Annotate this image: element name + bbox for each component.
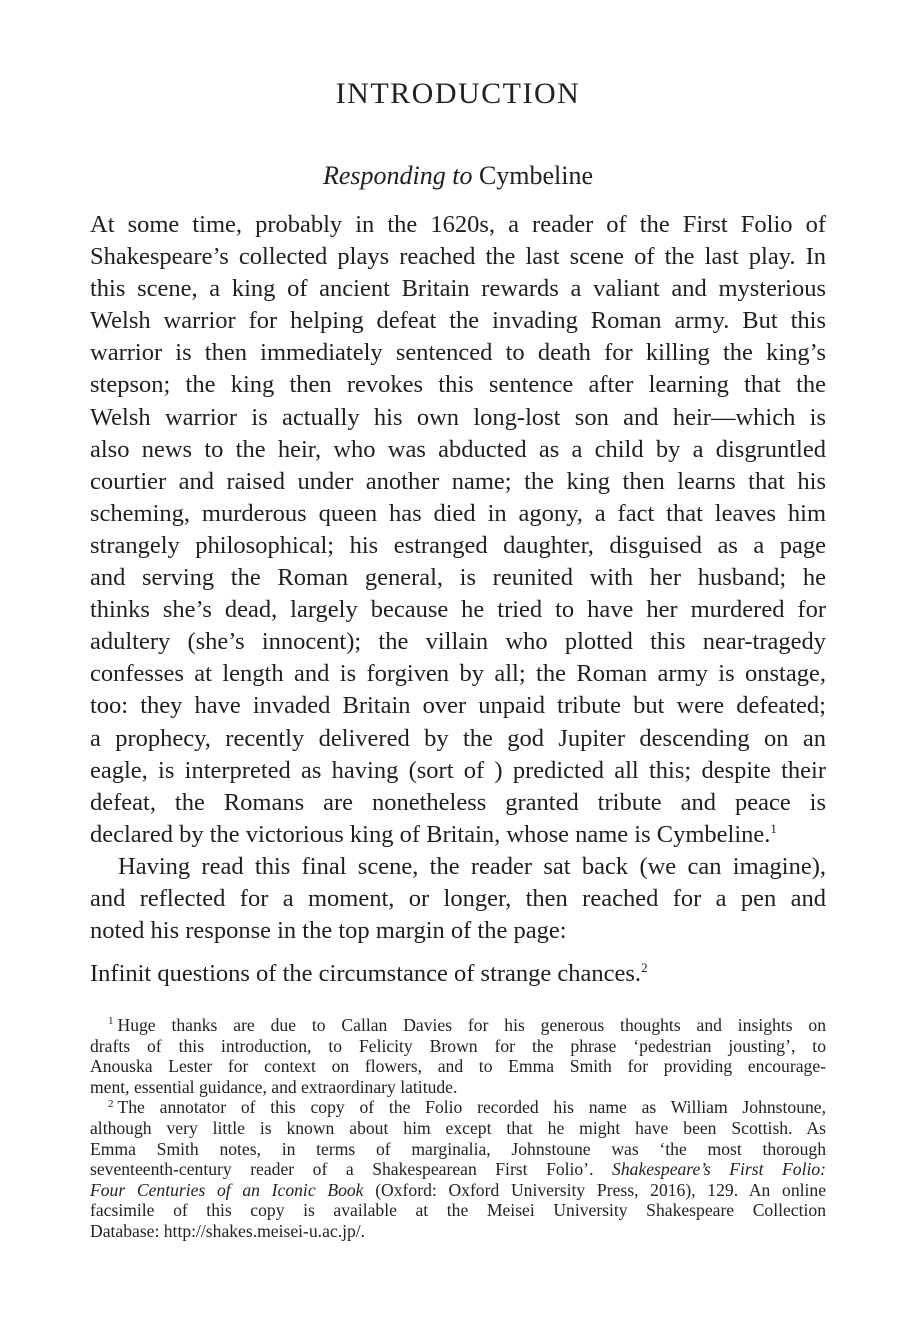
book-title-italic: Shakespeare’s First Folio:: [612, 1159, 827, 1180]
footnote-line: drafts of this introduction, to Felicity Brown for the phrase ‘pedestrian jousting’, to: [90, 1035, 826, 1056]
footnote-line: [90, 1097, 826, 1118]
book-title-italic: Four Centuries of an Iconic Book: [90, 1179, 364, 1200]
text-line: confesses at length and is forgiven by all; the Roman army is onstage,: [90, 660, 826, 688]
footnote-ref-2[interactable]: 2: [641, 959, 648, 975]
text-line: defeat, the Romans are nonetheless granted tribute and peace is: [90, 788, 826, 816]
text-line: too: they have invaded Britain over unpaid tribute but were defeated;: [90, 692, 826, 720]
text-line: strangely philosophical; his estranged daughter, disguised as a page: [90, 531, 826, 559]
chapter-title: INTRODUCTION: [335, 77, 581, 110]
text-line: adultery (she’s innocent); the villain who plotted this near-tragedy: [90, 628, 826, 656]
text-line: At some time, probably in the 1620s, a reader of the First Folio of: [90, 211, 826, 238]
footnote-number: 2: [108, 1097, 114, 1110]
footnote-line-text: (Oxford: Oxford University Press, 2016), 129. An online: [375, 1179, 826, 1200]
text-line: and serving the Roman general, is reunited with her husband; he: [90, 564, 826, 592]
footnote-line: facsimile of this copy is available at the Meisei University Shakespeare Collection: [90, 1200, 826, 1221]
text-line: a prophecy, recently delivered by the god Jupiter descending on an: [90, 724, 826, 752]
footnote-line-text: The annotator of this copy of the Folio recorded his name as William Johnstoune,: [117, 1097, 826, 1118]
section-title-roman: Cymbeline: [478, 161, 594, 190]
footnote-url-line: Database: http://shakes.meisei-u.ac.jp/.: [90, 1220, 366, 1241]
text-line: Having read this final scene, the reader sat back (we can imagine),: [118, 852, 826, 880]
text-line: and reflected for a moment, or longer, then reached for a pen and: [90, 884, 826, 912]
footnote-line: [90, 1159, 826, 1180]
footnote-line: Anouska Lester for context on flowers, and to Emma Smith for providing encourage-: [90, 1056, 826, 1077]
footnote-line: [90, 1180, 826, 1201]
footnotes: [90, 1015, 826, 1242]
footnote-line: although very little is known about him except that he might have been Scottish. As: [90, 1117, 826, 1138]
footnote-line-text: Huge thanks are due to Callan Davies for his generous thoughts and insights on: [117, 1015, 826, 1035]
footnote-number: 1: [108, 1015, 114, 1028]
text-line: courtier and raised under another name; the king then learns that his: [90, 467, 826, 495]
footnote-line: [90, 1015, 826, 1036]
quote-text: Infinit questions of the circumstance of strange chances.: [90, 960, 642, 987]
text-line: Shakespeare’s collected plays reached the last scene of the last play. In: [90, 243, 826, 271]
text-line: Welsh warrior for helping defeat the invading Roman army. But this: [90, 307, 826, 335]
paragraph-1: [90, 209, 826, 851]
text-line: eagle, is interpreted as having (sort of ) predicted all this; despite their: [90, 756, 826, 784]
text-line: thinks she’s dead, largely because he tried to have her murdered for: [90, 596, 826, 624]
footnote-1: [90, 1015, 826, 1097]
marginal-quote: [90, 958, 648, 990]
text-line: Welsh warrior is actually his own long-lost son and heir—which is: [90, 403, 826, 431]
footnote-line: ment, essential guidance, and extraordinary latitude.: [90, 1076, 458, 1097]
footnote-line-text: seventeenth-century reader of a Shakespearean First Folio’.: [90, 1159, 594, 1180]
text-line-content: declared by the victorious king of Britain, whose name is Cymbeline.: [90, 820, 771, 848]
footnote-2: [90, 1097, 826, 1241]
body-text: [90, 209, 826, 947]
text-line: [90, 819, 826, 851]
text-line: warrior is then immediately sentenced to death for killing the king’s: [90, 339, 826, 367]
section-title-italic: Responding to: [322, 161, 473, 190]
text-line: noted his response in the top margin of the page:: [90, 917, 567, 945]
footnote-line: Emma Smith notes, in terms of marginalia, Johnstoune was ‘the most thorough: [90, 1138, 826, 1159]
text-line: scheming, murderous queen has died in agony, a fact that leaves him: [90, 499, 826, 527]
section-title: [90, 158, 826, 194]
paragraph-2: [90, 851, 826, 947]
text-line: also news to the heir, who was abducted as a child by a disgruntled: [90, 435, 826, 463]
footnote-ref-1[interactable]: 1: [770, 820, 777, 836]
text-line: stepson; the king then revokes this sentence after learning that the: [90, 371, 826, 399]
text-line: this scene, a king of ancient Britain rewards a valiant and mysterious: [90, 275, 826, 303]
